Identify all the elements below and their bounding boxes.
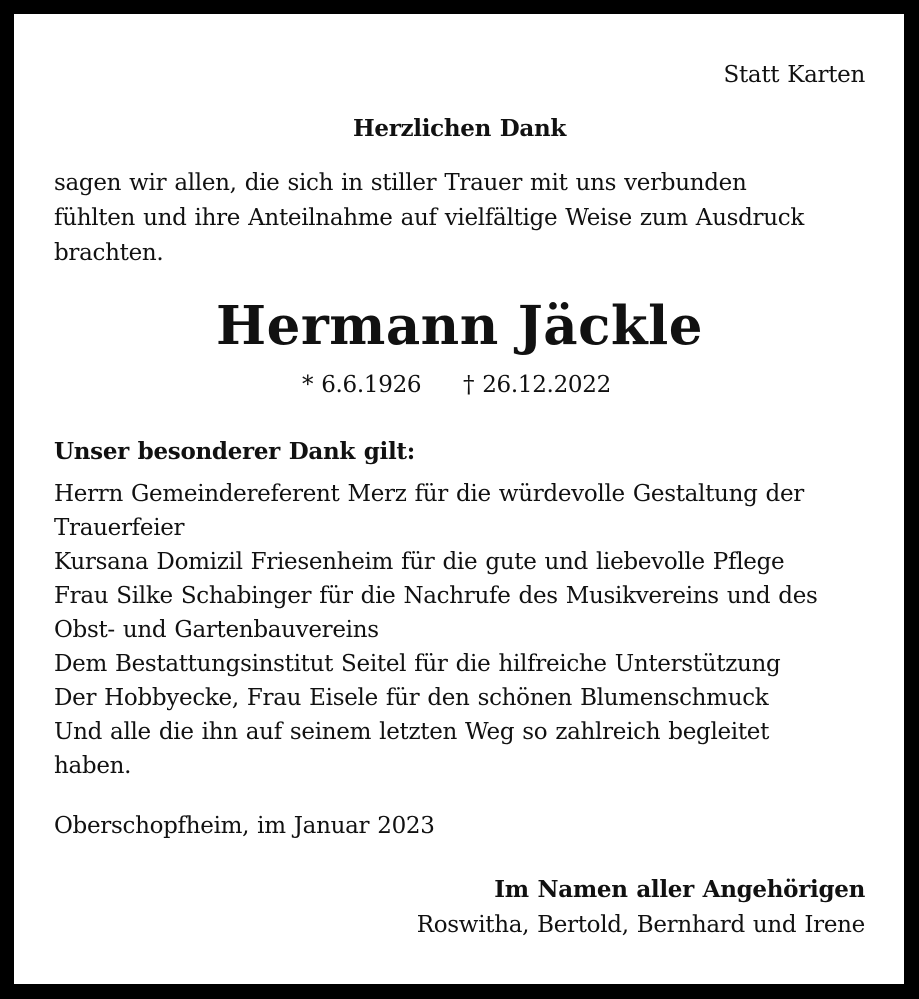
- death-date: † 26.12.2022: [463, 372, 611, 398]
- intro-line: fühlten und ihre Anteilnahme auf vielfältige Weise zum Ausdruck: [54, 205, 804, 231]
- heading: Herzlichen Dank: [352, 115, 567, 142]
- thanks-line: Frau Silke Schabinger für die Nachrufe des Musikvereins und des: [54, 583, 818, 609]
- deceased-name: Hermann Jäckle: [216, 295, 703, 357]
- signature-heading: Im Namen aller Angehörigen: [494, 876, 865, 903]
- birth-date: * 6.6.1926: [302, 372, 422, 398]
- thanks-line: Herrn Gemeindereferent Merz für die würdevolle Gestaltung der: [54, 481, 804, 507]
- thanks-line: Dem Bestattungsinstitut Seitel für die hilfreiche Unterstützung: [54, 651, 781, 677]
- thanks-line: Obst- und Gartenbauvereins: [54, 617, 379, 643]
- thanks-line: haben.: [54, 753, 132, 779]
- thanks-heading: Unser besonderer Dank gilt:: [54, 438, 415, 465]
- signature-names: Roswitha, Bertold, Bernhard und Irene: [416, 912, 865, 938]
- intro-line: brachten.: [54, 240, 164, 266]
- thanks-line: Trauerfeier: [54, 515, 185, 541]
- place-date: Oberschopfheim, im Januar 2023: [54, 813, 435, 839]
- thanks-line: Und alle die ihn auf seinem letzten Weg so zahlreich begleitet: [54, 719, 770, 745]
- statt-karten: Statt Karten: [723, 62, 865, 88]
- thanks-line: Kursana Domizil Friesenheim für die gute und liebevolle Pflege: [54, 549, 785, 575]
- thanks-line: Der Hobbyecke, Frau Eisele für den schönen Blumenschmuck: [54, 685, 769, 711]
- intro-line: sagen wir allen, die sich in stiller Trauer mit uns verbunden: [54, 170, 747, 196]
